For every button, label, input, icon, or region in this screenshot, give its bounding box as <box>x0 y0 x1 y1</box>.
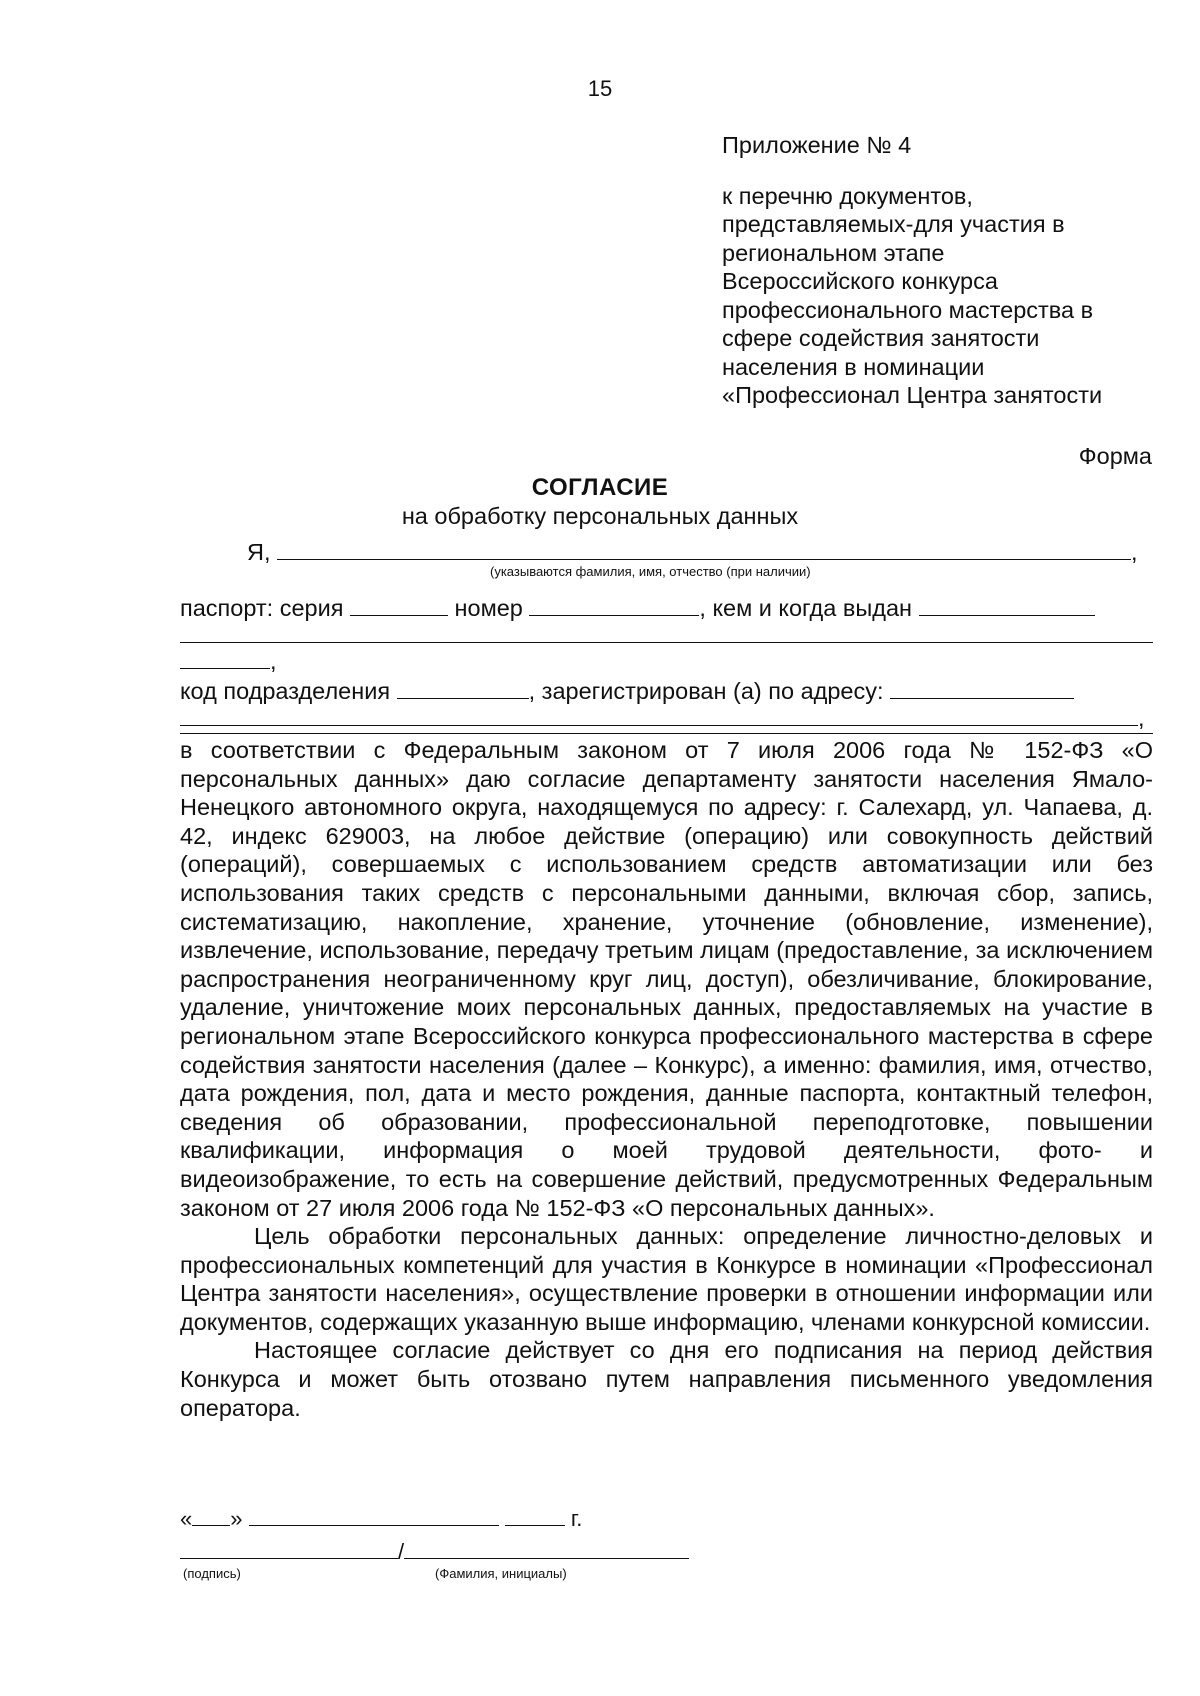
appendix-line: Всероссийского конкурса <box>722 268 998 294</box>
address-line-3[interactable] <box>180 733 1153 734</box>
division-code-field[interactable] <box>397 676 529 699</box>
division-row <box>180 676 1074 705</box>
fio-end: , <box>1131 539 1138 565</box>
signature-caption: (подпись) <box>183 1566 241 1581</box>
date-day-field[interactable] <box>192 1503 230 1526</box>
date-quote-close: » <box>230 1506 243 1531</box>
address-line-2-row <box>180 703 1145 732</box>
appendix-line: региональном этапе <box>722 239 945 266</box>
fio-row <box>247 537 1138 566</box>
appendix-block <box>722 131 1162 410</box>
appendix-line: представляемых-для участия в <box>722 211 1065 237</box>
division-label: код подразделения <box>180 678 391 704</box>
passport-issued-line-3-row <box>180 646 277 675</box>
passport-issued-label: , кем и когда выдан <box>699 595 912 621</box>
appendix-title: Приложение № 4 <box>722 132 912 158</box>
fio-caption: (указываются фамилия, имя, отчество (при наличии) <box>490 564 811 579</box>
fio-field[interactable] <box>277 537 1131 560</box>
appendix-line: профессионального мастерства в <box>722 296 1094 323</box>
appendix-line: населения в номинации <box>722 353 985 380</box>
signature-name-field[interactable] <box>404 1536 689 1559</box>
passport-issued-line-3[interactable] <box>180 646 270 669</box>
address-line-2[interactable] <box>180 703 1138 726</box>
form-label: Форма <box>1078 443 1152 469</box>
i-label: Я, <box>247 539 271 565</box>
passport-issued-line-2[interactable] <box>180 642 1153 643</box>
date-year-field[interactable] <box>505 1503 565 1526</box>
date-row <box>180 1503 582 1532</box>
consent-paragraph-2: Цель обработки персональных данных: определение личностно-деловых и профессиональных компетенций для участия в Конкурсе в номинации «Профессионал Центра занятости населения», осуществление проверки в отношении информации или документов, содержащих указанную выше информацию, членами конкурсной комиссии. <box>180 1223 1153 1335</box>
consent-paragraph-3: Настоящее согласие действует со дня его подписания на период действия Конкурса и может быть отозвано путем направления письменного уведомления оператора. <box>180 1337 1153 1421</box>
appendix-line: сфере содействия занятости <box>722 325 1040 351</box>
consent-body <box>180 736 1153 1422</box>
address-field[interactable] <box>890 676 1074 699</box>
document-title: СОГЛАСИЕ <box>531 474 669 501</box>
signature-field[interactable] <box>180 1536 398 1559</box>
passport-row <box>180 593 1095 622</box>
passport-series-field[interactable] <box>350 593 448 616</box>
row3-end: , <box>270 648 277 674</box>
page-number: 15 <box>587 76 613 101</box>
passport-issued-field[interactable] <box>919 593 1095 616</box>
signature-row <box>180 1536 689 1565</box>
appendix-line: «Профессионал Центра занятости <box>722 382 1103 408</box>
address-end: , <box>1138 705 1145 731</box>
signature-slash: / <box>398 1539 405 1564</box>
name-caption: (Фамилия, инициалы) <box>435 1566 567 1581</box>
appendix-line: к перечню документов, <box>722 182 973 209</box>
date-year-suffix: г. <box>570 1506 583 1531</box>
date-quote-open: « <box>180 1506 193 1531</box>
consent-paragraph-1: в соответствии с Федеральным законом от 7 июля 2006 года № 152-ФЗ «О персональных данных» даю согласие департаменту занятости населения Ямало-Ненецкого автономного округа, находящемуся по адресу: г. Салехард, ул. Чапаева, д. 42, индекс 629003, на любое действие (операцию) или совокупность действий (операций), совершаемых с использованием средств автоматизации или без использования таких средств с персональными данными, включая сбор, запись, систематизацию, накопление, хранение, уточнение (обновление, изменение), извлечение, использование, передачу третьим лицам (предоставление, за исключением распространения неограниченному круг лиц, доступ), обезличивание, блокирование, удаление, уничтожение моих персональных данных, предоставляемых на участие в региональном этапе Всероссийского конкурса профессионального мастерства в сфере содействия занятости населения (далее – Конкурс), а именно: фамилия, имя, отчество, дата рождения, пол, дата и место рождения, данные паспорта, контактный телефон, сведения об образовании, профессиональной переподготовке, повышении квалификации, информация о моей трудовой деятельности, фото- и видеоизображение, то есть на совершение действий, предусмотренных Федеральным законом от 27 июля 2006 года № 152-ФЗ «О персональных данных». <box>180 737 1153 1221</box>
passport-number-field[interactable] <box>529 593 699 616</box>
date-month-field[interactable] <box>249 1503 499 1526</box>
passport-series-label: паспорт: серия <box>180 595 344 621</box>
registered-label: , зарегистрирован (а) по адресу: <box>528 678 884 704</box>
passport-number-label: номер <box>454 595 523 621</box>
document-subtitle: на обработку персональных данных <box>401 503 799 529</box>
